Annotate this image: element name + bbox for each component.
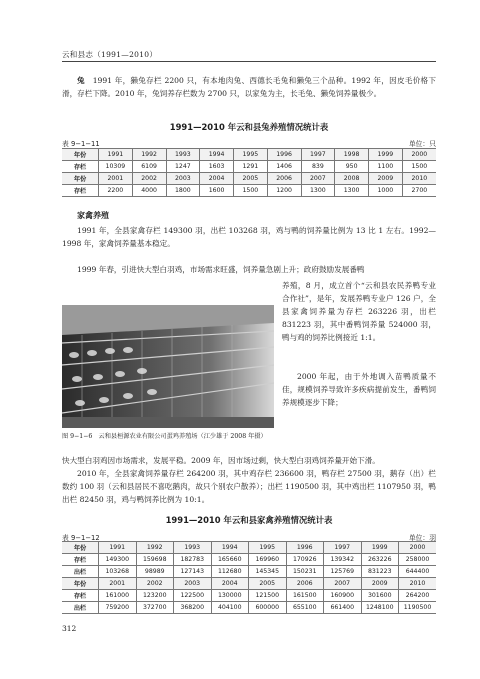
table-cell: 655100 — [286, 602, 324, 614]
table-row — [62, 566, 436, 578]
table-cell: 1996 — [267, 149, 301, 161]
table-cell: 1300 — [335, 185, 369, 197]
table-cell: 2009 — [361, 578, 399, 590]
table-cell: 122500 — [174, 590, 212, 602]
table-cell: 1190500 — [399, 602, 437, 614]
table-row — [62, 578, 436, 590]
table-cell: 2002 — [136, 578, 174, 590]
table-cell: 644400 — [399, 566, 437, 578]
table-cell: 1993 — [166, 149, 200, 161]
row-header-cell: 年份 — [62, 173, 99, 185]
table-cell: 161500 — [286, 590, 324, 602]
table-cell: 2004 — [211, 578, 249, 590]
table-cell: 1995 — [249, 542, 287, 554]
poultry-paragraph-2009: 快大型白羽鸡因市场需求，发展平稳。2009 年，因市场过剩，快大型白羽鸡饲养量开始下滑。 — [62, 456, 380, 465]
table2-title: 1991—2010 年云和县家禽养殖情况统计表 — [165, 515, 333, 525]
table-cell: 2005 — [249, 578, 287, 590]
table-cell: 301600 — [361, 590, 399, 602]
table-cell: 2006 — [286, 578, 324, 590]
rabbit-stats-table — [62, 148, 436, 197]
table-cell: 1999 — [361, 542, 399, 554]
table-cell: 1993 — [174, 542, 212, 554]
table-cell: 2007 — [301, 173, 335, 185]
table-cell: 2001 — [99, 578, 137, 590]
table-cell: 123200 — [136, 590, 174, 602]
table1-title: 1991—2010 年云和县兔养殖情况统计表 — [169, 122, 329, 132]
table-cell: 1406 — [267, 161, 301, 173]
table-cell: 2007 — [324, 578, 362, 590]
table-cell: 839 — [301, 161, 335, 173]
table-cell: 1997 — [324, 542, 362, 554]
table-cell: 1300 — [301, 185, 335, 197]
table-cell: 264200 — [399, 590, 437, 602]
table-cell: 1247 — [166, 161, 200, 173]
table-cell: 1992 — [132, 149, 166, 161]
table-cell: 1991 — [99, 542, 137, 554]
table-cell: 1994 — [200, 149, 234, 161]
table-cell: 1603 — [200, 161, 234, 173]
table1-unit: 单位：只 — [408, 140, 436, 148]
table-cell: 1100 — [369, 161, 403, 173]
table-cell: 2200 — [99, 185, 133, 197]
table-cell: 1291 — [234, 161, 268, 173]
table-cell: 1996 — [286, 542, 324, 554]
table-cell: 2000 — [399, 542, 437, 554]
table-row — [62, 173, 436, 185]
table-cell: 1500 — [234, 185, 268, 197]
table-cell: 150231 — [286, 566, 324, 578]
table-cell: 6109 — [132, 161, 166, 173]
table-cell: 160900 — [324, 590, 362, 602]
poultry-section-heading: 家禽养殖 — [77, 211, 109, 220]
table-cell: 4000 — [132, 185, 166, 197]
poultry-paragraph-2000: 2000 年起，由于外地调入苗鸭质量不佳，规模饲养导致许多疾病提前发生，番鸭饲养规模逐步下降； — [282, 372, 436, 407]
table1-number: 表 9−1−11 — [62, 140, 100, 148]
table-cell: 2003 — [174, 578, 212, 590]
row-header-cell: 存栏 — [62, 590, 99, 602]
table-cell: 145345 — [249, 566, 287, 578]
row-header-cell: 年份 — [62, 149, 99, 161]
table-cell: 1248100 — [361, 602, 399, 614]
table-cell: 2001 — [99, 173, 133, 185]
poultry-paragraph-2010: 2010 年，全县家禽饲养量存栏 264200 羽，其中鸡存栏 236600 羽，鸭存栏 27500 羽，鹅存（出）栏数约 100 羽（云和县居民不喜吃鹅肉，故只个别农户散养）；出栏 1190500 羽，其中鸡出栏 1107950 羽，鸭出栏 82450 羽，鸡与鸭饲养比例为 10:1。 — [62, 469, 436, 504]
poultry-paragraph-1991: 1991 年，全县家禽存栏 149300 羽，出栏 103268 羽，鸡与鸭的饲养量比例为 13 比 1 左右。1992—1998 年，家禽饲养量基本稳定。 — [62, 226, 436, 248]
table-cell: 121500 — [249, 590, 287, 602]
table-row — [62, 542, 436, 554]
table-cell: 2005 — [234, 173, 268, 185]
rabbit-text: 1991 年，獭兔存栏 2200 只，有本地肉兔、西德长毛兔和獭兔三个品种。1992 年，因皮毛价格下滑，存栏下降。2010 年，兔饲养存栏数为 2700 只，以家兔为主，长毛兔、獭兔饲养量极少。 — [62, 76, 436, 98]
table-cell: 170926 — [286, 554, 324, 566]
table-cell: 258000 — [399, 554, 437, 566]
running-head: 云和县志（1991—2010） — [62, 50, 158, 59]
table-row — [62, 554, 436, 566]
table-row — [62, 161, 436, 173]
table-cell: 404100 — [211, 602, 249, 614]
header-rule — [62, 61, 436, 62]
table-cell: 103268 — [99, 566, 137, 578]
row-header-cell: 年份 — [62, 578, 99, 590]
table-cell: 1999 — [369, 149, 403, 161]
table2-unit: 单位：羽 — [408, 534, 436, 542]
table-cell: 1600 — [200, 185, 234, 197]
table-cell: 2008 — [335, 173, 369, 185]
table-cell: 759200 — [99, 602, 137, 614]
table-cell: 1995 — [234, 149, 268, 161]
rabbit-lead: 兔 — [77, 76, 85, 85]
table-cell: 1500 — [402, 161, 436, 173]
table-cell: 1991 — [99, 149, 133, 161]
table-cell: 2006 — [267, 173, 301, 185]
page-number: 312 — [62, 624, 77, 633]
photo-caption: 图 9−1−6 云和县桓源农业有限公司蛋鸡养殖场（江少雄于 2008 年摄） — [62, 433, 267, 440]
row-header-cell: 存栏 — [62, 161, 99, 173]
table-cell: 2700 — [402, 185, 436, 197]
table-cell: 1992 — [136, 542, 174, 554]
table-cell: 1997 — [301, 149, 335, 161]
row-header-cell: 出栏 — [62, 566, 99, 578]
table-cell: 368200 — [174, 602, 212, 614]
table-cell: 161000 — [99, 590, 137, 602]
table-cell: 831223 — [361, 566, 399, 578]
table2-number: 表 9−1−12 — [62, 534, 100, 542]
table-cell: 1000 — [369, 185, 403, 197]
table-cell: 139342 — [324, 554, 362, 566]
table-cell: 263226 — [361, 554, 399, 566]
table-cell: 159698 — [136, 554, 174, 566]
table-cell: 1998 — [335, 149, 369, 161]
table-cell: 10309 — [99, 161, 133, 173]
table-cell: 149300 — [99, 554, 137, 566]
table-cell: 2010 — [399, 578, 437, 590]
rabbit-paragraph — [62, 74, 436, 100]
table-row — [62, 590, 436, 602]
poultry-stats-table — [62, 541, 436, 614]
table-cell: 182783 — [174, 554, 212, 566]
poultry-paragraph-cooperative: 养殖，8 月，成立首个“云和县农民养鸭专业合作社”，是年，发展养鸭专业户 126 户，全县家禽饲养量为存栏 263226 羽，出栏 831223 羽，其中番鸭饲养量 524000 羽，鸭与鸡的饲养比例接近 1:1。 — [282, 281, 436, 342]
table-cell: 1800 — [166, 185, 200, 197]
table-cell: 125769 — [324, 566, 362, 578]
table-cell: 98989 — [136, 566, 174, 578]
table-cell: 1994 — [211, 542, 249, 554]
row-header-cell: 年份 — [62, 542, 99, 554]
table-cell: 1200 — [267, 185, 301, 197]
table-cell: 112680 — [211, 566, 249, 578]
table-cell: 2004 — [200, 173, 234, 185]
table1-meta — [62, 138, 436, 148]
row-header-cell: 出栏 — [62, 602, 99, 614]
table-cell: 950 — [335, 161, 369, 173]
table-row — [62, 185, 436, 197]
table-cell: 165660 — [211, 554, 249, 566]
poultry-paragraph-1999: 1999 年春，引进快大型白羽鸡，市场需求旺盛，饲养量急剧上升；政府鼓励发展番鸭 — [77, 265, 365, 274]
table-row — [62, 149, 436, 161]
table-cell: 130000 — [211, 590, 249, 602]
table-cell: 2009 — [369, 173, 403, 185]
table-cell: 127143 — [174, 566, 212, 578]
table-cell: 2002 — [132, 173, 166, 185]
row-header-cell: 存栏 — [62, 554, 99, 566]
table-cell: 2003 — [166, 173, 200, 185]
table-cell: 2000 — [402, 149, 436, 161]
table-row — [62, 602, 436, 614]
table-cell: 600000 — [249, 602, 287, 614]
table-cell: 2010 — [402, 173, 436, 185]
row-header-cell: 存栏 — [62, 185, 99, 197]
chicken-farm-photo — [62, 305, 274, 428]
table-cell: 661400 — [324, 602, 362, 614]
table-cell: 372700 — [136, 602, 174, 614]
chicken-farm-illustration — [62, 305, 274, 428]
table-cell: 169960 — [249, 554, 287, 566]
